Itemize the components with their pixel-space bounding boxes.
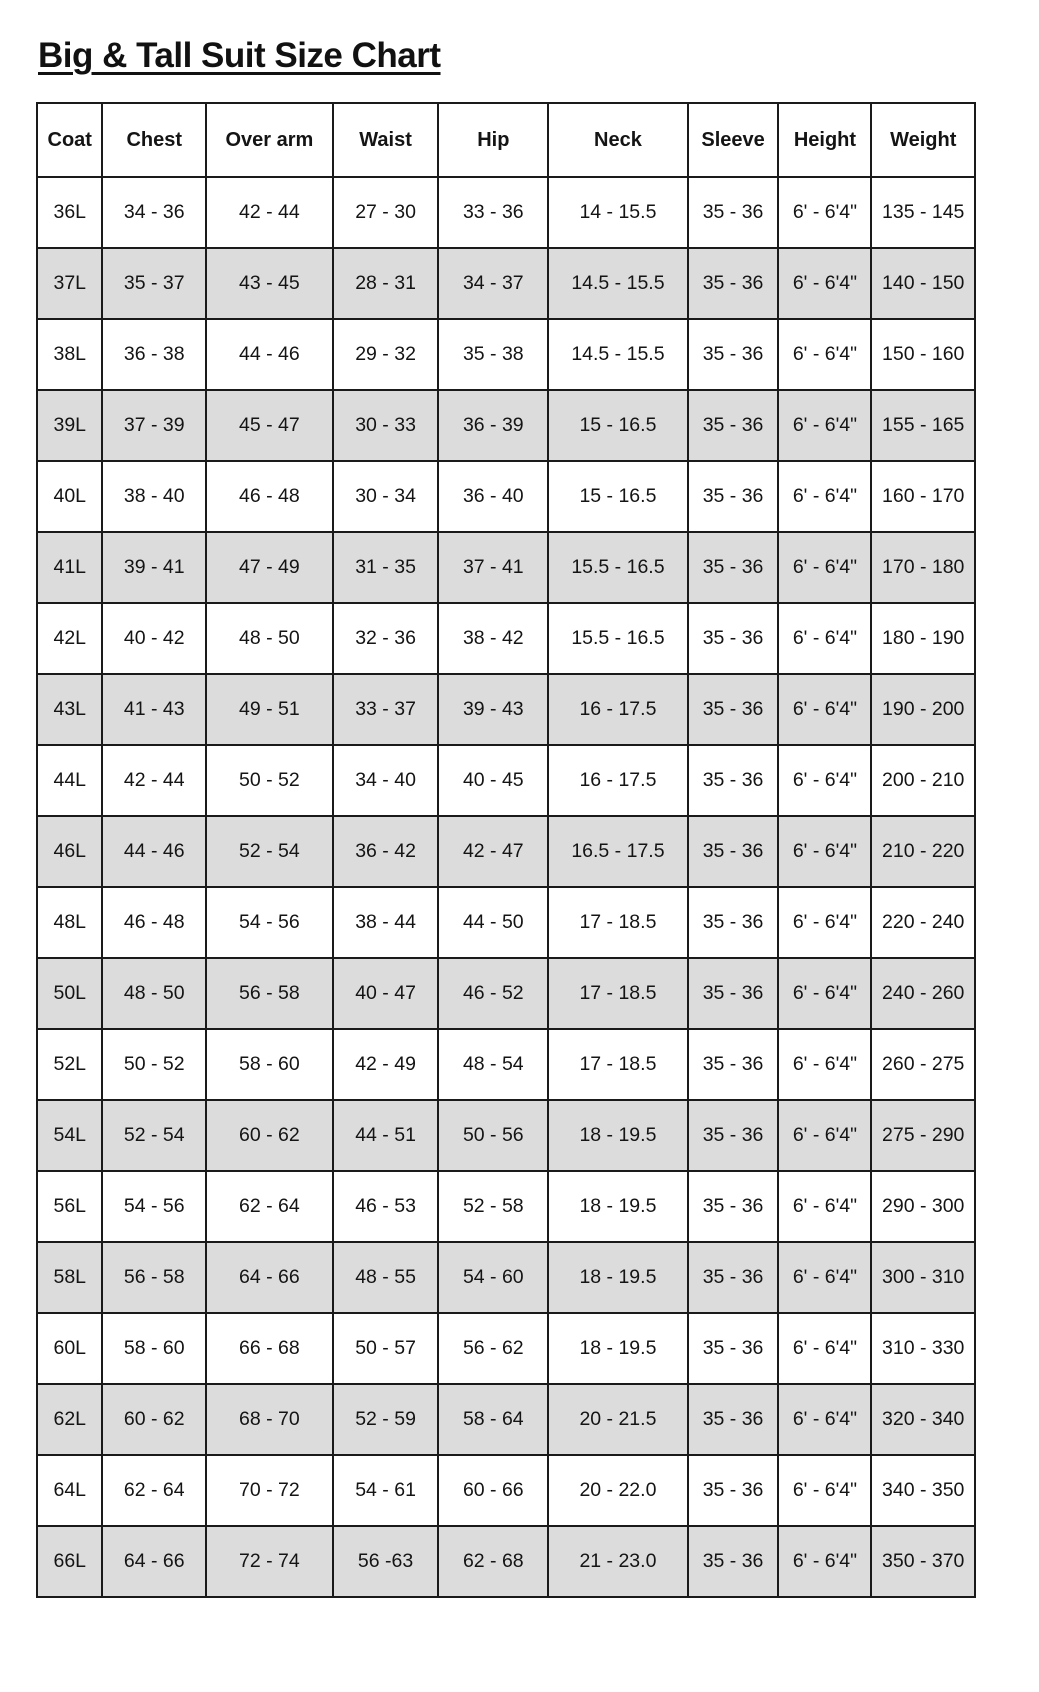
table-cell: 35 - 36 — [688, 816, 779, 887]
table-cell: 30 - 34 — [333, 461, 439, 532]
column-header-hip: Hip — [438, 103, 548, 177]
table-cell: 16 - 17.5 — [548, 745, 687, 816]
table-cell: 40 - 42 — [102, 603, 206, 674]
cell-coat-size: 46L — [37, 816, 102, 887]
table-cell: 18 - 19.5 — [548, 1313, 687, 1384]
table-cell: 42 - 44 — [206, 177, 333, 248]
table-row — [37, 248, 975, 319]
table-cell: 18 - 19.5 — [548, 1242, 687, 1313]
table-cell: 300 - 310 — [871, 1242, 975, 1313]
table-cell: 40 - 45 — [438, 745, 548, 816]
table-cell: 6' - 6'4" — [778, 1455, 871, 1526]
table-cell: 6' - 6'4" — [778, 1029, 871, 1100]
cell-coat-size: 54L — [37, 1100, 102, 1171]
table-cell: 6' - 6'4" — [778, 1526, 871, 1597]
table-cell: 35 - 36 — [688, 532, 779, 603]
table-cell: 43 - 45 — [206, 248, 333, 319]
table-cell: 6' - 6'4" — [778, 1171, 871, 1242]
table-cell: 58 - 64 — [438, 1384, 548, 1455]
table-cell: 35 - 36 — [688, 390, 779, 461]
table-cell: 44 - 46 — [206, 319, 333, 390]
table-cell: 29 - 32 — [333, 319, 439, 390]
table-row — [37, 461, 975, 532]
table-cell: 35 - 36 — [688, 1100, 779, 1171]
table-row — [37, 390, 975, 461]
table-cell: 30 - 33 — [333, 390, 439, 461]
table-cell: 17 - 18.5 — [548, 887, 687, 958]
table-cell: 18 - 19.5 — [548, 1171, 687, 1242]
table-cell: 35 - 36 — [688, 1526, 779, 1597]
table-cell: 20 - 22.0 — [548, 1455, 687, 1526]
table-cell: 35 - 36 — [688, 887, 779, 958]
table-cell: 42 - 49 — [333, 1029, 439, 1100]
table-cell: 35 - 36 — [688, 1171, 779, 1242]
cell-coat-size: 56L — [37, 1171, 102, 1242]
cell-coat-size: 41L — [37, 532, 102, 603]
table-cell: 54 - 61 — [333, 1455, 439, 1526]
table-cell: 6' - 6'4" — [778, 532, 871, 603]
table-cell: 35 - 36 — [688, 745, 779, 816]
table-cell: 60 - 62 — [102, 1384, 206, 1455]
cell-coat-size: 42L — [37, 603, 102, 674]
table-cell: 32 - 36 — [333, 603, 439, 674]
table-row — [37, 177, 975, 248]
table-cell: 58 - 60 — [206, 1029, 333, 1100]
table-row — [37, 745, 975, 816]
table-cell: 56 - 58 — [206, 958, 333, 1029]
table-cell: 66 - 68 — [206, 1313, 333, 1384]
table-cell: 39 - 43 — [438, 674, 548, 745]
table-cell: 50 - 57 — [333, 1313, 439, 1384]
table-cell: 18 - 19.5 — [548, 1100, 687, 1171]
table-cell: 6' - 6'4" — [778, 674, 871, 745]
table-cell: 36 - 38 — [102, 319, 206, 390]
table-cell: 50 - 56 — [438, 1100, 548, 1171]
table-row — [37, 674, 975, 745]
table-cell: 15 - 16.5 — [548, 390, 687, 461]
table-cell: 16 - 17.5 — [548, 674, 687, 745]
table-cell: 56 - 62 — [438, 1313, 548, 1384]
cell-coat-size: 62L — [37, 1384, 102, 1455]
table-cell: 275 - 290 — [871, 1100, 975, 1171]
table-cell: 35 - 37 — [102, 248, 206, 319]
table-cell: 64 - 66 — [206, 1242, 333, 1313]
table-cell: 44 - 50 — [438, 887, 548, 958]
table-cell: 68 - 70 — [206, 1384, 333, 1455]
table-cell: 42 - 47 — [438, 816, 548, 887]
cell-coat-size: 50L — [37, 958, 102, 1029]
table-cell: 38 - 40 — [102, 461, 206, 532]
table-row — [37, 1313, 975, 1384]
table-cell: 56 -63 — [333, 1526, 439, 1597]
table-cell: 200 - 210 — [871, 745, 975, 816]
table-cell: 54 - 56 — [206, 887, 333, 958]
table-cell: 35 - 36 — [688, 319, 779, 390]
column-header-coat: Coat — [37, 103, 102, 177]
table-cell: 35 - 36 — [688, 603, 779, 674]
cell-coat-size: 66L — [37, 1526, 102, 1597]
table-cell: 15 - 16.5 — [548, 461, 687, 532]
cell-coat-size: 58L — [37, 1242, 102, 1313]
table-cell: 21 - 23.0 — [548, 1526, 687, 1597]
table-cell: 46 - 52 — [438, 958, 548, 1029]
table-cell: 6' - 6'4" — [778, 958, 871, 1029]
table-cell: 44 - 51 — [333, 1100, 439, 1171]
table-cell: 47 - 49 — [206, 532, 333, 603]
table-row — [37, 958, 975, 1029]
table-cell: 6' - 6'4" — [778, 1313, 871, 1384]
table-row — [37, 1455, 975, 1526]
table-cell: 42 - 44 — [102, 745, 206, 816]
cell-coat-size: 52L — [37, 1029, 102, 1100]
table-cell: 14 - 15.5 — [548, 177, 687, 248]
table-cell: 35 - 36 — [688, 1029, 779, 1100]
cell-coat-size: 39L — [37, 390, 102, 461]
table-cell: 50 - 52 — [102, 1029, 206, 1100]
table-cell: 70 - 72 — [206, 1455, 333, 1526]
column-header-chest: Chest — [102, 103, 206, 177]
table-row — [37, 319, 975, 390]
table-cell: 37 - 41 — [438, 532, 548, 603]
table-cell: 6' - 6'4" — [778, 177, 871, 248]
table-cell: 48 - 50 — [102, 958, 206, 1029]
table-cell: 58 - 60 — [102, 1313, 206, 1384]
table-cell: 34 - 40 — [333, 745, 439, 816]
cell-coat-size: 48L — [37, 887, 102, 958]
cell-coat-size: 38L — [37, 319, 102, 390]
table-cell: 35 - 38 — [438, 319, 548, 390]
table-cell: 35 - 36 — [688, 248, 779, 319]
table-row — [37, 1100, 975, 1171]
cell-coat-size: 44L — [37, 745, 102, 816]
table-cell: 35 - 36 — [688, 958, 779, 1029]
table-cell: 6' - 6'4" — [778, 1100, 871, 1171]
table-cell: 62 - 64 — [102, 1455, 206, 1526]
table-cell: 48 - 55 — [333, 1242, 439, 1313]
table-row — [37, 1171, 975, 1242]
table-cell: 6' - 6'4" — [778, 887, 871, 958]
table-cell: 41 - 43 — [102, 674, 206, 745]
table-cell: 180 - 190 — [871, 603, 975, 674]
table-cell: 34 - 36 — [102, 177, 206, 248]
table-cell: 160 - 170 — [871, 461, 975, 532]
table-cell: 6' - 6'4" — [778, 816, 871, 887]
table-cell: 310 - 330 — [871, 1313, 975, 1384]
table-cell: 46 - 48 — [102, 887, 206, 958]
table-cell: 260 - 275 — [871, 1029, 975, 1100]
table-row — [37, 1029, 975, 1100]
table-cell: 48 - 54 — [438, 1029, 548, 1100]
table-cell: 17 - 18.5 — [548, 958, 687, 1029]
table-row — [37, 1526, 975, 1597]
table-cell: 72 - 74 — [206, 1526, 333, 1597]
table-cell: 140 - 150 — [871, 248, 975, 319]
table-cell: 35 - 36 — [688, 177, 779, 248]
table-cell: 6' - 6'4" — [778, 319, 871, 390]
table-cell: 54 - 56 — [102, 1171, 206, 1242]
table-cell: 340 - 350 — [871, 1455, 975, 1526]
column-header-sleeve: Sleeve — [688, 103, 779, 177]
table-cell: 6' - 6'4" — [778, 1242, 871, 1313]
table-cell: 49 - 51 — [206, 674, 333, 745]
table-cell: 60 - 62 — [206, 1100, 333, 1171]
table-cell: 52 - 59 — [333, 1384, 439, 1455]
table-cell: 17 - 18.5 — [548, 1029, 687, 1100]
table-cell: 350 - 370 — [871, 1526, 975, 1597]
table-row — [37, 887, 975, 958]
cell-coat-size: 36L — [37, 177, 102, 248]
table-cell: 14.5 - 15.5 — [548, 248, 687, 319]
table-cell: 64 - 66 — [102, 1526, 206, 1597]
table-cell: 56 - 58 — [102, 1242, 206, 1313]
table-cell: 28 - 31 — [333, 248, 439, 319]
table-header — [37, 103, 975, 177]
table-cell: 36 - 40 — [438, 461, 548, 532]
table-cell: 35 - 36 — [688, 1384, 779, 1455]
table-cell: 27 - 30 — [333, 177, 439, 248]
suit-size-chart-table — [36, 102, 976, 1598]
table-cell: 6' - 6'4" — [778, 745, 871, 816]
cell-coat-size: 40L — [37, 461, 102, 532]
table-cell: 6' - 6'4" — [778, 461, 871, 532]
table-cell: 34 - 37 — [438, 248, 548, 319]
column-header-neck: Neck — [548, 103, 687, 177]
table-cell: 190 - 200 — [871, 674, 975, 745]
column-header-weight: Weight — [871, 103, 975, 177]
table-cell: 62 - 64 — [206, 1171, 333, 1242]
table-cell: 150 - 160 — [871, 319, 975, 390]
table-header-row — [37, 103, 975, 177]
table-cell: 33 - 37 — [333, 674, 439, 745]
column-header-overarm: Over arm — [206, 103, 333, 177]
table-cell: 35 - 36 — [688, 674, 779, 745]
table-cell: 16.5 - 17.5 — [548, 816, 687, 887]
cell-coat-size: 43L — [37, 674, 102, 745]
table-cell: 40 - 47 — [333, 958, 439, 1029]
page-title: Big & Tall Suit Size Chart — [38, 36, 441, 75]
table-cell: 38 - 44 — [333, 887, 439, 958]
table-cell: 39 - 41 — [102, 532, 206, 603]
table-cell: 52 - 58 — [438, 1171, 548, 1242]
table-cell: 170 - 180 — [871, 532, 975, 603]
table-row — [37, 603, 975, 674]
table-cell: 46 - 53 — [333, 1171, 439, 1242]
table-cell: 6' - 6'4" — [778, 248, 871, 319]
table-row — [37, 1242, 975, 1313]
table-cell: 155 - 165 — [871, 390, 975, 461]
table-row — [37, 1384, 975, 1455]
table-cell: 62 - 68 — [438, 1526, 548, 1597]
table-cell: 31 - 35 — [333, 532, 439, 603]
table-cell: 6' - 6'4" — [778, 390, 871, 461]
table-cell: 35 - 36 — [688, 1242, 779, 1313]
table-cell: 36 - 42 — [333, 816, 439, 887]
table-cell: 54 - 60 — [438, 1242, 548, 1313]
table-cell: 46 - 48 — [206, 461, 333, 532]
table-cell: 6' - 6'4" — [778, 1384, 871, 1455]
table-cell: 320 - 340 — [871, 1384, 975, 1455]
table-cell: 50 - 52 — [206, 745, 333, 816]
cell-coat-size: 60L — [37, 1313, 102, 1384]
table-cell: 35 - 36 — [688, 1313, 779, 1384]
table-cell: 33 - 36 — [438, 177, 548, 248]
table-row — [37, 532, 975, 603]
table-cell: 14.5 - 15.5 — [548, 319, 687, 390]
table-cell: 52 - 54 — [206, 816, 333, 887]
table-cell: 15.5 - 16.5 — [548, 532, 687, 603]
table-cell: 37 - 39 — [102, 390, 206, 461]
table-cell: 6' - 6'4" — [778, 603, 871, 674]
table-cell: 135 - 145 — [871, 177, 975, 248]
table-cell: 35 - 36 — [688, 1455, 779, 1526]
table-cell: 36 - 39 — [438, 390, 548, 461]
column-header-height: Height — [778, 103, 871, 177]
table-cell: 35 - 36 — [688, 461, 779, 532]
table-row — [37, 816, 975, 887]
column-header-waist: Waist — [333, 103, 439, 177]
table-cell: 38 - 42 — [438, 603, 548, 674]
table-body — [37, 177, 975, 1597]
table-cell: 210 - 220 — [871, 816, 975, 887]
cell-coat-size: 64L — [37, 1455, 102, 1526]
cell-coat-size: 37L — [37, 248, 102, 319]
table-cell: 290 - 300 — [871, 1171, 975, 1242]
table-cell: 20 - 21.5 — [548, 1384, 687, 1455]
table-cell: 52 - 54 — [102, 1100, 206, 1171]
table-cell: 220 - 240 — [871, 887, 975, 958]
table-cell: 15.5 - 16.5 — [548, 603, 687, 674]
table-cell: 240 - 260 — [871, 958, 975, 1029]
table-cell: 48 - 50 — [206, 603, 333, 674]
table-cell: 60 - 66 — [438, 1455, 548, 1526]
table-cell: 45 - 47 — [206, 390, 333, 461]
table-cell: 44 - 46 — [102, 816, 206, 887]
